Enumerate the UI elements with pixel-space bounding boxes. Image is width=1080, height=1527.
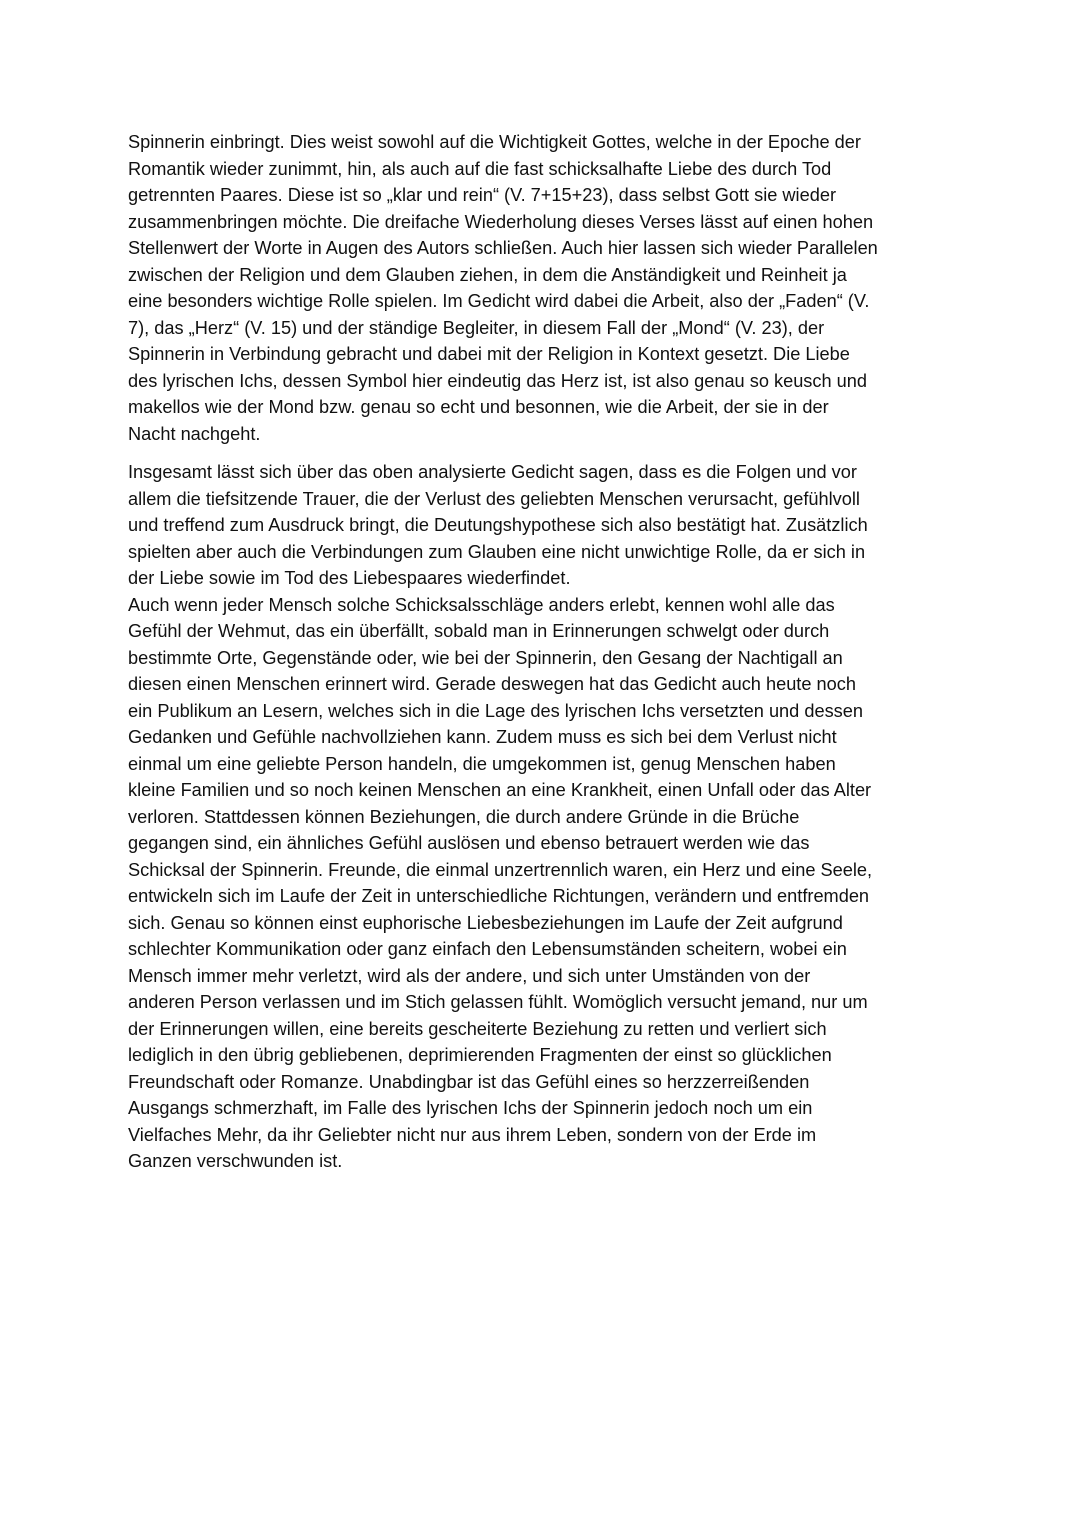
text-line: verloren. Stattdessen können Beziehungen, die durch andere Gründe in die Brüche: [128, 806, 800, 827]
text-line: anderen Person verlassen und im Stich gelassen fühlt. Womöglich versucht jemand, nur um: [128, 992, 868, 1012]
text-line: Gedanken und Gefühle nachvollziehen kann. Zudem muss es sich bei dem Verlust nicht: [128, 727, 837, 747]
text-line: getrennten Paares. Diese ist so „klar und rein“ (V. 7+15+23), dass selbst Gott sie wieder: [128, 185, 836, 205]
text-line: 7), das „Herz“ (V. 15) und der ständige Begleiter, in diesem Fall der „Mond“ (V. 23), der: [128, 317, 825, 338]
text-line: Freundschaft oder Romanze. Unabdingbar ist das Gefühl eines so herzzerreißenden: [128, 1071, 810, 1092]
text-line: gegangen sind, ein ähnliches Gefühl auslösen und ebenso betrauert werden wie das: [128, 833, 810, 853]
text-line: Mensch immer mehr verletzt, wird als der andere, und sich unter Umständen von der: [128, 965, 811, 986]
paragraph-1: [128, 129, 958, 447]
text-line: Spinnerin einbringt. Dies weist sowohl auf die Wichtigkeit Gottes, welche in der Epoche der: [128, 132, 861, 152]
text-line: kleine Familien und so noch keinen Menschen an eine Krankheit, einen Unfall oder das Alter: [128, 780, 872, 800]
text-line: und treffend zum Ausdruck bringt, die Deutungshypothese sich also bestätigt hat. Zusätzlich: [128, 515, 868, 535]
text-line: Gefühl der Wehmut, das ein überfällt, sobald man in Erinnerungen schwelgt oder durch: [128, 621, 830, 641]
text-line: der Liebe sowie im Tod des Liebespaares wiederfindet.: [128, 568, 571, 588]
text-line: ein Publikum an Lesern, welches sich in die Lage des lyrischen Ichs versetzten und dessen: [128, 700, 863, 721]
text-line: lediglich in den übrig gebliebenen, deprimierenden Fragmenten der einst so glücklichen: [128, 1045, 832, 1065]
text-line: eine besonders wichtige Rolle spielen. Im Gedicht wird dabei die Arbeit, also der „Faden“ (V.: [128, 291, 870, 311]
text-line: zusammenbringen möchte. Die dreifache Wiederholung dieses Verses lässt auf einen hohen: [128, 211, 874, 232]
text-line: des lyrischen Ichs, dessen Symbol hier eindeutig das Herz ist, ist also genau so keusch und: [128, 370, 868, 391]
text-line: der Erinnerungen willen, eine bereits gescheiterte Beziehung zu retten und verliert sich: [128, 1018, 827, 1039]
paragraph-2: [128, 459, 958, 1175]
text-line: Insgesamt lässt sich über das oben analysierte Gedicht sagen, dass es die Folgen und vor: [128, 462, 857, 482]
text-line: Vielfaches Mehr, da ihr Geliebter nicht nur aus ihrem Leben, sondern von der Erde im: [128, 1124, 817, 1145]
text-line: allem die tiefsitzende Trauer, die der Verlust des geliebten Menschen verursacht, gefühlvoll: [128, 488, 860, 509]
text-line: Stellenwert der Worte in Augen des Autors schließen. Auch hier lassen sich wieder Parallelen: [128, 238, 878, 258]
text-line: diesen einen Menschen erinnert wird. Gerade deswegen hat das Gedicht auch heute noch: [128, 674, 856, 694]
text-line: Nacht nachgeht.: [128, 423, 261, 444]
text-line: einmal um eine geliebte Person handeln, die umgekommen ist, genug Menschen haben: [128, 753, 836, 774]
text-line: entwickeln sich im Laufe der Zeit in unterschiedliche Richtungen, verändern und entfremden: [128, 886, 870, 906]
text-line: Ausgangs schmerzhaft, im Falle des lyrischen Ichs der Spinnerin jedoch noch um ein: [128, 1098, 813, 1118]
text-line: schlechter Kommunikation oder ganz einfach den Lebensumständen scheitern, wobei ein: [128, 939, 847, 959]
text-line: makellos wie der Mond bzw. genau so echt und besonnen, wie die Arbeit, der sie in der: [128, 397, 829, 417]
text-line: bestimmte Orte, Gegenstände oder, wie bei der Spinnerin, den Gesang der Nachtigall an: [128, 647, 843, 668]
text-line: Auch wenn jeder Mensch solche Schicksalsschläge anders erlebt, kennen wohl alle das: [128, 594, 835, 615]
text-line: spielten aber auch die Verbindungen zum Glauben eine nicht unwichtige Rolle, da er sich in: [128, 541, 866, 562]
text-line: sich. Genau so können einst euphorische Liebesbeziehungen im Laufe der Zeit aufgrund: [128, 912, 843, 933]
text-line: Ganzen verschwunden ist.: [128, 1151, 343, 1171]
text-line: Schicksal der Spinnerin. Freunde, die einmal unzertrennlich waren, ein Herz und eine Seele,: [128, 859, 873, 880]
text-line: Romantik wieder zunimmt, hin, als auch auf die fast schicksalhafte Liebe des durch Tod: [128, 158, 832, 179]
text-line: Spinnerin in Verbindung gebracht und dabei mit der Religion in Kontext gesetzt. Die Liebe: [128, 344, 850, 364]
text-line: zwischen der Religion und dem Glauben ziehen, in dem die Anständigkeit und Reinheit ja: [128, 264, 847, 285]
